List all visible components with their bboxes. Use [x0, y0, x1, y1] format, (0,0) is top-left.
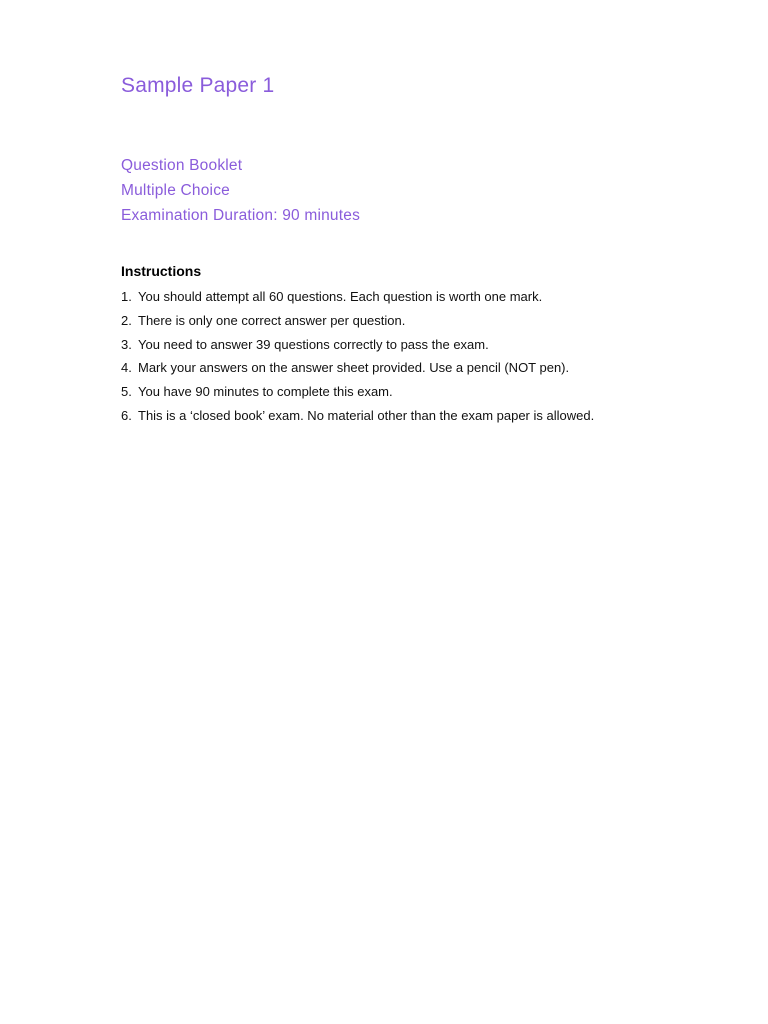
instruction-text: There is only one correct answer per question.	[138, 312, 406, 328]
instruction-text: You have 90 minutes to complete this exam.	[138, 384, 393, 400]
instruction-text: This is a ‘closed book’ exam. No material other than the exam paper is allowed.	[138, 407, 595, 423]
instructions-list	[121, 288, 741, 431]
document-meta	[121, 155, 360, 230]
instruction-item	[121, 359, 741, 383]
instruction-item	[121, 407, 741, 431]
instruction-item	[121, 288, 741, 312]
instruction-text: You should attempt all 60 questions. Each question is worth one mark.	[138, 289, 543, 304]
instruction-number: 6.	[121, 407, 132, 423]
instruction-number: 3.	[121, 336, 132, 352]
instruction-number: 2.	[121, 312, 132, 328]
instruction-text: Mark your answers on the answer sheet provided. Use a pencil (NOT pen).	[138, 360, 570, 376]
instruction-number: 1.	[121, 289, 132, 304]
document-title: Sample Paper 1	[121, 74, 275, 97]
booklet-label: Question Booklet	[121, 157, 243, 174]
instruction-text: You need to answer 39 questions correctly to pass the exam.	[138, 336, 489, 352]
duration-label: Examination Duration: 90 minutes	[121, 207, 361, 224]
instruction-item	[121, 383, 741, 407]
instruction-number: 4.	[121, 360, 132, 376]
instruction-item	[121, 312, 741, 336]
instruction-number: 5.	[121, 384, 132, 400]
format-label: Multiple Choice	[121, 182, 230, 199]
instructions-heading: Instructions	[121, 263, 202, 279]
instruction-item	[121, 336, 741, 360]
